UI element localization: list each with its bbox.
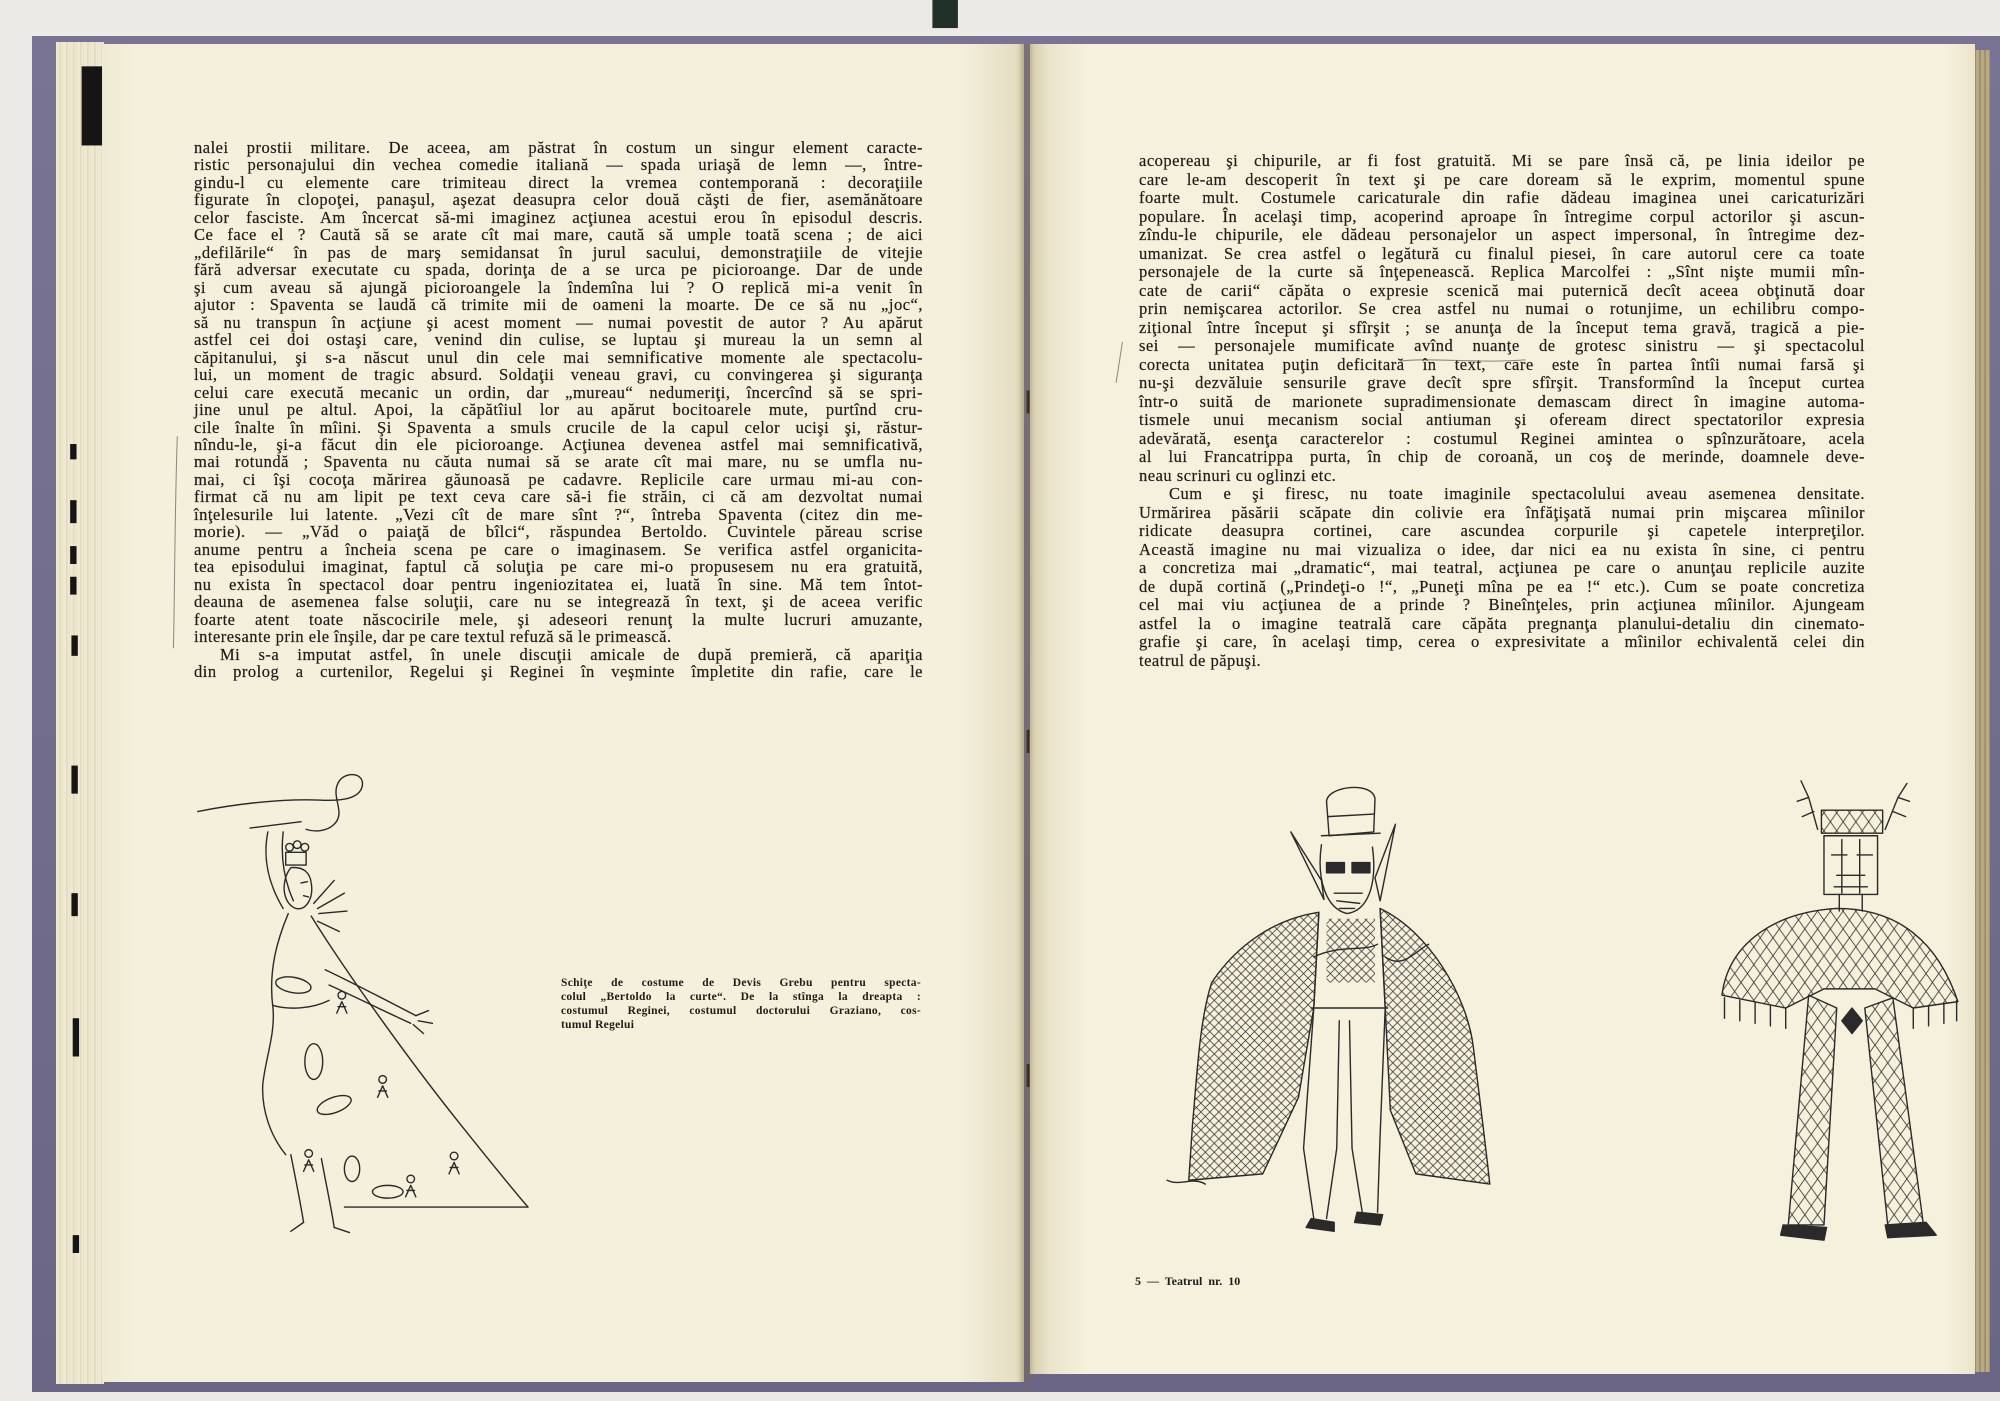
text-line: şi cum aveau să ajungă picioroangele la îndemîna lui ? O replică mi-a venit în bbox=[194, 277, 923, 297]
illustration-caption bbox=[561, 976, 921, 1032]
text-line: fără adversar executate cu spada, dorinţa de a se urca pe picioroange. Dar de unde bbox=[194, 260, 923, 280]
text-line: căpitanului, şi s-a născut unul din cele mai semnificative momente ale spectacolu- bbox=[194, 347, 923, 367]
text-line: ajutor : Spaventa se laudă că trimite mii de oameni la moarte. De ce să nu „joc“, bbox=[194, 295, 923, 315]
text-line: celui care execută mecanic un ordin, dar „mureau“ nedumeriţi, încercînd să se spri- bbox=[194, 382, 923, 402]
text-line: acopereau şi chipurile, ar fi fost gratuită. Mi se pare însă că, pe linia ideilor pe bbox=[1139, 151, 1865, 170]
text-line: tismele unui mecanism social antiuman şi ofeream direct spectatorilor expresia bbox=[1139, 410, 1865, 429]
text-line: să nu transpun în acţiune şi acest moment — numai povestit de autor ? Au apărut bbox=[194, 312, 923, 332]
text-line: deauna de asemenea false soluţii, care nu se integrează în text, şi de aceea verific bbox=[194, 592, 923, 612]
text-line: sei — personajele mumificate avînd nuanţe de grotesc sinistru — şi spectacolul bbox=[1139, 336, 1865, 355]
text-line: mai rotundă ; Spaventa nu căuta numai să se arate cît mai mare, nu se umfla nu- bbox=[194, 452, 923, 472]
text-line: nu-şi dezvăluie sensurile grave decît spre sfîrşit. Transformînd la început curtea bbox=[1139, 373, 1865, 392]
text-line: firmat că nu am lipit pe text ceva care să-i fie străin, ci că am dezvoltat numai bbox=[194, 487, 923, 507]
text-line: personajele de la curte să înţepenească. Replica Marcolfei : „Sînt nişte mumii mîn- bbox=[1139, 262, 1865, 281]
text-line: prin nemişcarea actorilor. Se crea astfel nu numai o rotunjime, un echilibru compo- bbox=[1139, 299, 1865, 318]
text-line: al lui Francatrippa purta, în chip de coroană, un coş de merinde, doamnele deve- bbox=[1139, 447, 1865, 466]
text-line: celor fasciste. Am încercat să-mi imaginez acţiunea acestui erou în episodul descris. bbox=[194, 207, 923, 227]
text-line: nalei prostii militare. De aceea, am păstrat în costum un singur element caracte- bbox=[194, 138, 923, 157]
text-line: interesante prin ele înşile, dar pe care textul refuză să le primească. bbox=[194, 627, 672, 647]
text-line: astfel cei doi ostaşi care, venind din culise, se luptau şi mureau la un semn al bbox=[194, 330, 923, 350]
text-line: grafie şi care, în acelaşi timp, cerea o expresivitate a mîinilor echivalentă celei din bbox=[1139, 632, 1865, 651]
text-line: jine unul pe altul. Apoi, la căpătîiul lor au apărut bocitoarele mute, purtînd cru- bbox=[194, 400, 923, 420]
bookmark-ribbon bbox=[932, 0, 958, 28]
text-line: care le-am descoperit în text şi pe care doream să le exprim, momentul spune bbox=[1139, 169, 1865, 189]
text-line: figurate în clopoţei, panaşul, aşezat deasupra celor două căşti de fier, asemănătoare bbox=[194, 190, 923, 210]
text-line: a concretiza mai „dramatic“, mai teatral, acţiunea pe care o anunţau replicile auzite bbox=[1139, 558, 1865, 577]
text-line: Această imagine nu mai vizualiza o idee, dar nici ea nu exista în sine, ci pentru bbox=[1139, 539, 1865, 559]
text-line: înţelesurile lui latente. „Vezi cît de mare sînt ?“, întreba Spaventa (citez din me- bbox=[194, 504, 923, 524]
caption-line: costumul Reginei, costumul doctorului Graziano, cos- bbox=[561, 1005, 921, 1017]
text-line: foarte atent toate născocirile mele, şi adeseori renunţ la multe lucruri amuzante, bbox=[194, 609, 923, 629]
left-page-edges bbox=[56, 42, 104, 1384]
text-line: umanizat. Se crea astfel o legătură cu finalul piesei, în care autorul cere ca toate bbox=[1139, 243, 1865, 263]
text-line: Cum e şi firesc, nu toate imaginile spectacolului aveau asemenea densitate. bbox=[1169, 484, 1865, 503]
text-line: anume pentru a încheia scena pe care o imaginasem. Se verifica astfel organicita- bbox=[194, 539, 923, 559]
text-line: cile înalte în mîini. Şi Spaventa a smuls crucile de la capul celor ucişi şi, răstur- bbox=[194, 417, 923, 437]
text-line: neau scrinuri cu oglinzi etc. bbox=[1139, 465, 1337, 485]
caption-line: tumul Regelui bbox=[561, 1019, 635, 1031]
text-line: nîndu-le, şi-a făcut din ele picioroange. Acţiunea devenea astfel mai semnificativă, bbox=[194, 434, 923, 454]
text-line: astfel la o imagine teatrală care căpăta pregnanţa planului-detaliu din cinemato- bbox=[1139, 613, 1865, 633]
right-page-text bbox=[1139, 152, 1865, 670]
text-line: din prolog a curtenilor, Regelui şi Reginei în veşminte împletite din rafie, care le bbox=[194, 662, 923, 682]
text-line: ziţional între început şi sfîrşit ; se anunţa de la început tema gravă, tragică a pie- bbox=[1139, 317, 1865, 337]
text-line: de după cortină („Prindeţi-o !“, „Puneţi mîna pe ea !“ etc.). Cum se poate concretiza bbox=[1139, 576, 1865, 596]
text-line: teatrul de păpuşi. bbox=[1139, 650, 1262, 670]
text-line: într-o suită de marionete supradimensionate demascam direct în imagine automa- bbox=[1139, 391, 1865, 411]
text-line: nu exista în spectacol doar pentru ingeniozitatea ei, luată în sine. Mă tem întot- bbox=[194, 574, 923, 594]
text-line: ristic personajului din vechea comedie italiană — spada uriaşă de lemn —, între- bbox=[194, 155, 923, 175]
text-line: ridicate deasupra cortinei, care ascundea corpurile şi capetele interpreţilor. bbox=[1139, 521, 1865, 540]
text-line: corecta unitatea puţin deficitară în text, care este în partea întîi numai farsă şi bbox=[1139, 354, 1865, 374]
text-line: populare. În acelaşi timp, acoperind aproape în întregime corpul actorilor şi ascun- bbox=[1139, 206, 1865, 226]
text-line: lui, un moment de tragic absurd. Soldaţii veneau gravi, cu convingerea şi siguranţa bbox=[194, 365, 923, 385]
text-line: tea episodului imaginat, faptul că soluţia pe care mi-o propusesem nu era gratuită, bbox=[194, 557, 923, 577]
text-line: foarte mult. Costumele caricaturale din rafie dădeau imaginea unei caricaturizări bbox=[1139, 188, 1865, 207]
page-footer: 5 — Teatrul nr. 10 bbox=[1135, 1274, 1241, 1288]
text-line: Ce face el ? Caută să se arate cît mai mare, caută să umple toată scena ; de aici bbox=[194, 225, 923, 245]
text-line: Urmărirea păsării scăpate din colivie era înfăţişată numai prin mişcarea mîinilor bbox=[1139, 502, 1865, 522]
text-line: Mi s-a imputat astfel, în unele discuţii amicale de după premieră, că apariţia bbox=[220, 644, 923, 664]
caption-line: colul „Bertoldo la curte“. De la stînga la dreapta : bbox=[561, 991, 921, 1003]
text-line: „defilările“ în pas de marş semidansat în jurul sacului, demonstraţiile de vitejie bbox=[194, 242, 923, 262]
text-line: cate de carii“ căpăta o expresie scenică mai puternică decît aceea obţinută doar bbox=[1139, 280, 1865, 300]
text-line: adevărată, esenţa caracterelor : costumul Reginei amintea o spînzurătoare, acela bbox=[1139, 428, 1865, 448]
text-line: mai, ci îşi cocoţa mărirea găunoasă pe cadavre. Replicile care urmau mi-au con- bbox=[194, 469, 923, 489]
left-page-text bbox=[194, 139, 923, 681]
book-gutter bbox=[1018, 44, 1034, 1382]
caption-line: Schiţe de costume de Devis Grebu pentru specta- bbox=[561, 977, 921, 989]
text-line: zîndu-le chipurile, ele dădeau personajelor un aspect impersonal, în întregime dez- bbox=[1139, 225, 1865, 244]
text-line: gindu-l cu elemente care trimiteau direct la vremea contemporană : decoraţiile bbox=[194, 172, 923, 192]
text-line: cel mai viu acţiunea de a prinde ? Bineînţeles, prin acţiunea mîinilor. Ajungeam bbox=[1139, 595, 1865, 614]
text-line: morie). — „Văd o paiaţă de bîlci“, răspundea Bertoldo. Cuvintele păreau scrise bbox=[194, 522, 923, 542]
